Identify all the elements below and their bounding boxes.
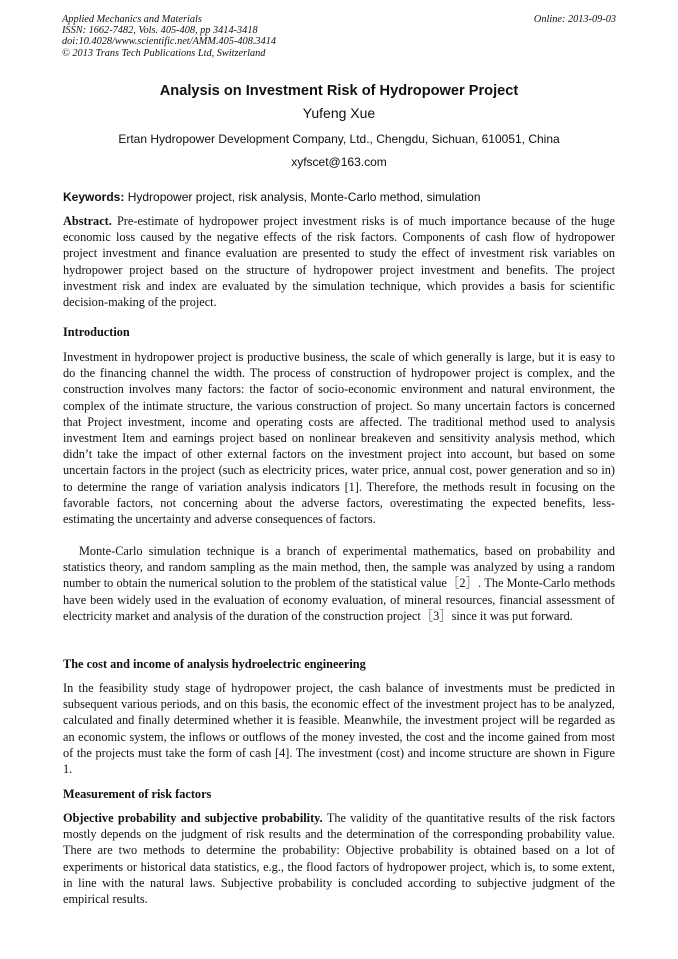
journal-name: Applied Mechanics and Materials: [62, 14, 202, 25]
doi-line: doi:10.4028/www.scientific.net/AMM.405-408.3414: [62, 36, 277, 48]
section-heading-risk-factors: Measurement of risk factors: [63, 787, 212, 801]
abstract-label: Abstract.: [63, 214, 112, 228]
risk-factors-lead: Objective probability and subjective probability.: [63, 811, 323, 825]
intro-paragraph-2: Monte-Carlo simulation technique is a branch of experimental mathematics, based on probability and statistics theory, and random sampling as the main method, then, the sample was analyzed by using a random number to obtain the numerical solution to the problem of the statistical value［2］. The Monte-Carlo methods have been widely used in the evaluation of economy evaluation, of mineral resources, financial assessment of electricity market and analysis of the duration of the construction project［3］since it was put forward.: [63, 544, 615, 623]
section-heading-cost-income: The cost and income of analysis hydroelectric engineering: [63, 657, 366, 671]
cost-income-paragraph: In the feasibility study stage of hydropower project, the cash balance of investments must be predicted in subsequent various periods, and on this basis, the economic effect of the investment project has to be analyzed, calculated and finally determined whether it is feasible. Meanwhile, the investment project will be regarded as an economic system, the inflows or outflows of the money invested, the cost and the income gained from most of the projects must take the form of cash [4]. The investment (cost) and income structure are shown in Figure 1.: [63, 681, 615, 777]
journal-header: [62, 14, 616, 59]
section-heading-introduction: Introduction: [63, 325, 130, 339]
issn-line: ISSN: 1662-7482, Vols. 405-408, pp 3414-3418: [62, 25, 258, 37]
author-email: xyfscet@163.com: [291, 155, 387, 169]
intro-paragraph-1: Investment in hydropower project is productive business, the scale of which generally is large, but it is easy to do the financing channel the width. The process of construction of hydropower project is complex, and the construction involves many factors: the factor of socio-economic environment and natural environment, the complex of the intimate structure, the various construction of project. So many uncertain factors is concerned that Project investment, income and operating costs are affected. The traditional method used to analysis investment Item and earnings project based on nonlinear breakeven and sensitivity analysis method, which didn’t take the impact of other external factors on the investment project into account, but based on some uncertain factors in the project (such as electricity prices, water price, annual cost, power generation and so in) to determine the range of variation analysis indicators [1]. Therefore, the methods result in focusing on the favorable factors, not concerning about the adverse factors, overestimating the expected benefits, less-estimating the uncertainty and adverse consequences of factors.: [63, 350, 615, 527]
abstract-text: Pre-estimate of hydropower project investment risks is of much importance because of the huge economic loss caused by the negative effects of the risk factors. Components of cash flow of hydropower project investment and finance evaluation are presented to study the effect of investment risk variables on hydropower project based on the structure of hydropower project investment and benefits. The project investment risk and index are evaluated by the simulation technique, which provides a basis for scientific decision-making of the project.: [63, 214, 615, 310]
abstract: [63, 213, 615, 310]
keywords-label: Keywords:: [63, 190, 125, 204]
online-date: Online: 2013-09-03: [533, 14, 616, 25]
author-name: Yufeng Xue: [302, 105, 376, 121]
keywords-text: Hydropower project, risk analysis, Monte-Carlo method, simulation: [124, 190, 481, 204]
risk-factors-paragraph: [63, 810, 615, 907]
risk-factors-text: The validity of the quantitative results of the risk factors mostly depends on the judgment of risk results and the determination of the corresponding probability value. There are two methods to determine the probability: Objective probability is obtained based on a lot of experiments or historical data statistics, e.g., the flood factors of hydropower project, which is, to some extent, in line with the natural laws. Subjective probability is concluded according to subjective judgment of the empirical results.: [63, 811, 616, 907]
paper-title: Analysis on Investment Risk of Hydropower Project: [159, 83, 519, 99]
copyright-line: © 2013 Trans Tech Publications Ltd, Switzerland: [62, 47, 266, 59]
keywords: [63, 190, 617, 204]
affiliation: Ertan Hydropower Development Company, Ltd., Chengdu, Sichuan, 610051, China: [118, 132, 560, 146]
